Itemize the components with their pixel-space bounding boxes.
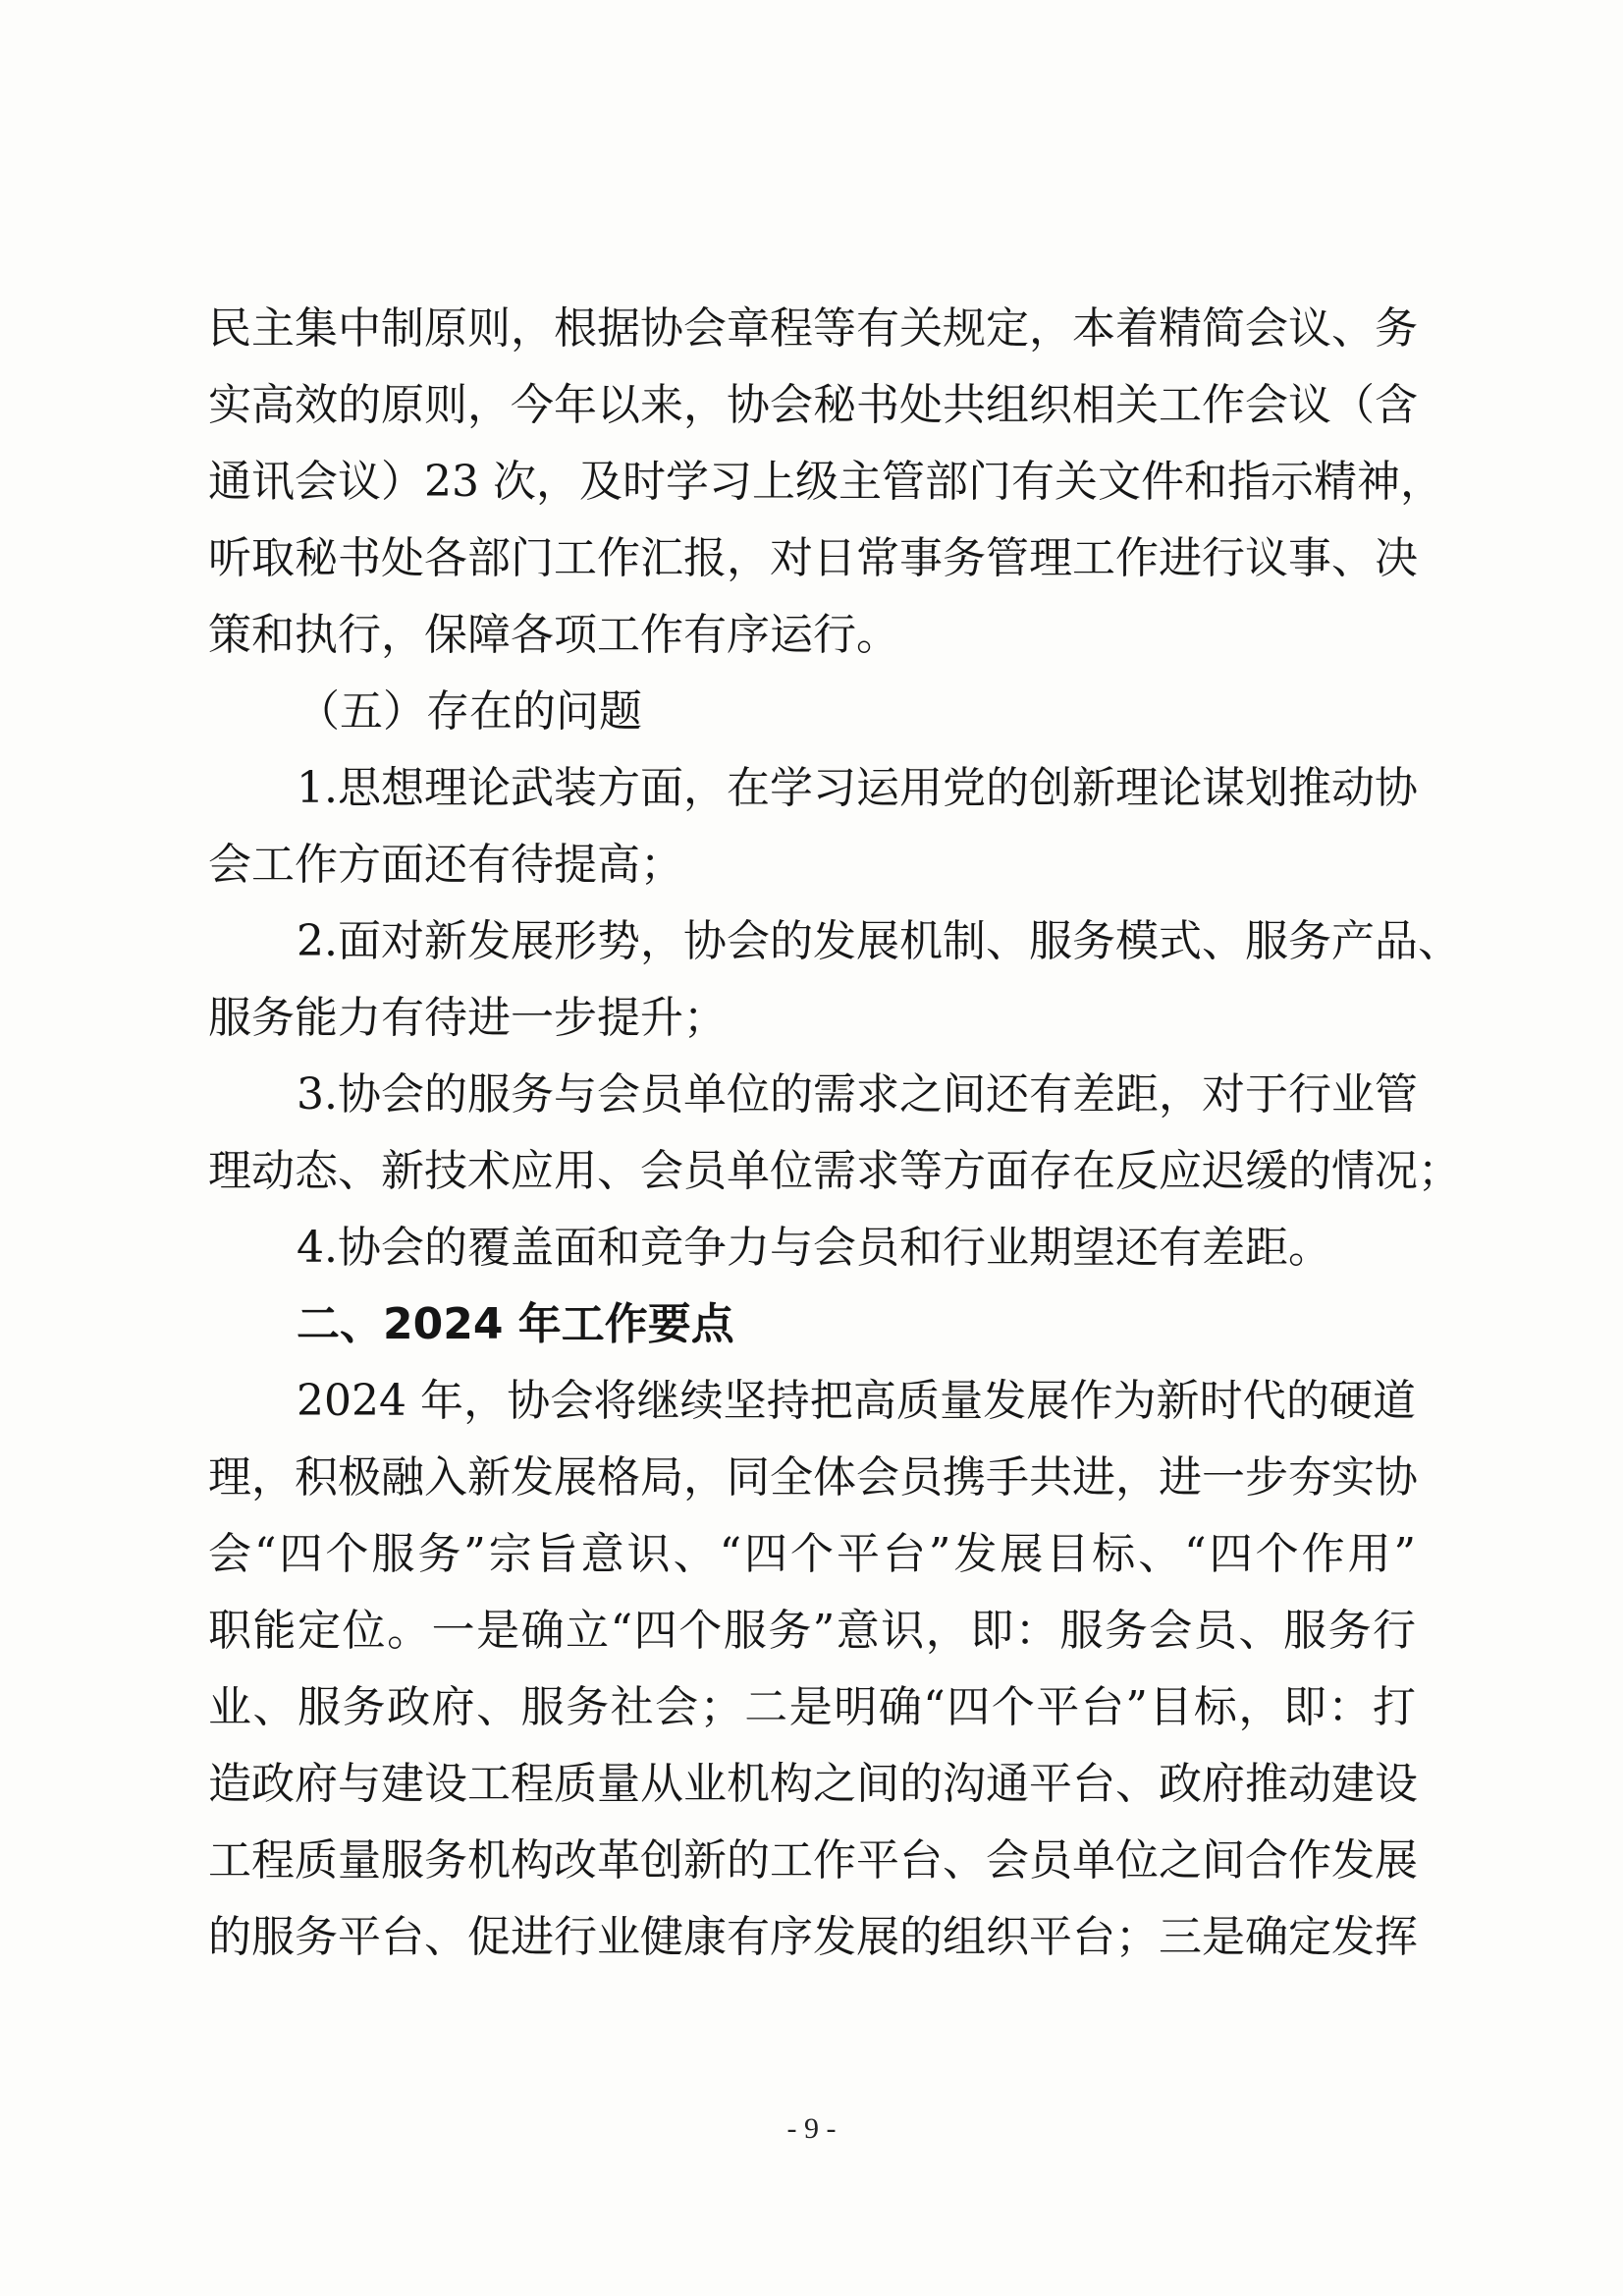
body-text-line: 民主集中制原则，根据协会章程等有关规定，本着精简会议、务 <box>208 303 1418 354</box>
body-text-line: 理，积极融入新发展格局，同全体会员携手共进，进一步夯实协 <box>208 1452 1418 1503</box>
body-text-line: 策和执行，保障各项工作有序运行。 <box>208 610 899 660</box>
page-number: - 9 - <box>786 2112 837 2145</box>
list-item-text: 2.面对新发展形势，协会的发展机制、服务模式、服务产品、 <box>297 916 1461 966</box>
body-text-line: 业、服务政府、服务社会；二是明确“四个平台”目标，即：打 <box>208 1682 1416 1732</box>
body-text-line: 实高效的原则，今年以来，协会秘书处共组织相关工作会议（含 <box>208 380 1418 430</box>
list-item-text: 服务能力有待进一步提升； <box>208 993 727 1043</box>
list-item-text: 1.思想理论武装方面，在学习运用党的创新理论谋划推动协 <box>297 763 1418 813</box>
body-text-line: 职能定位。一是确立“四个服务”意识，即：服务会员、服务行 <box>208 1606 1416 1656</box>
body-text-line: 的服务平台、促进行业健康有序发展的组织平台；三是确定发挥 <box>208 1912 1418 1962</box>
list-item-text: 会工作方面还有待提高； <box>208 840 683 890</box>
body-text-line: 工程质量服务机构改革创新的工作平台、会员单位之间合作发展 <box>208 1835 1418 1886</box>
list-item-text: 3.协会的服务与会员单位的需求之间还有差距，对于行业管 <box>297 1069 1418 1120</box>
body-text-line: 2024 年，协会将继续坚持把高质量发展作为新时代的硬道 <box>297 1376 1416 1426</box>
body-text-line: 造政府与建设工程质量从业机构之间的沟通平台、政府推动建设 <box>208 1759 1418 1809</box>
chapter-heading: 二、2024 年工作要点 <box>297 1299 734 1349</box>
body-text-line: 听取秘书处各部门工作汇报，对日常事务管理工作进行议事、决 <box>208 533 1418 583</box>
list-item-text: 理动态、新技术应用、会员单位需求等方面存在反应迟缓的情况； <box>208 1146 1461 1196</box>
section-heading: （五）存在的问题 <box>297 686 642 737</box>
body-text-line: 通讯会议）23 次，及时学习上级主管部门有关文件和指示精神， <box>208 457 1443 507</box>
body-text-line: 会“四个服务”宗旨意识、“四个平台”发展目标、“四个作用” <box>208 1529 1416 1579</box>
list-item-text: 4.协会的覆盖面和竞争力与会员和行业期望还有差距。 <box>297 1223 1331 1273</box>
